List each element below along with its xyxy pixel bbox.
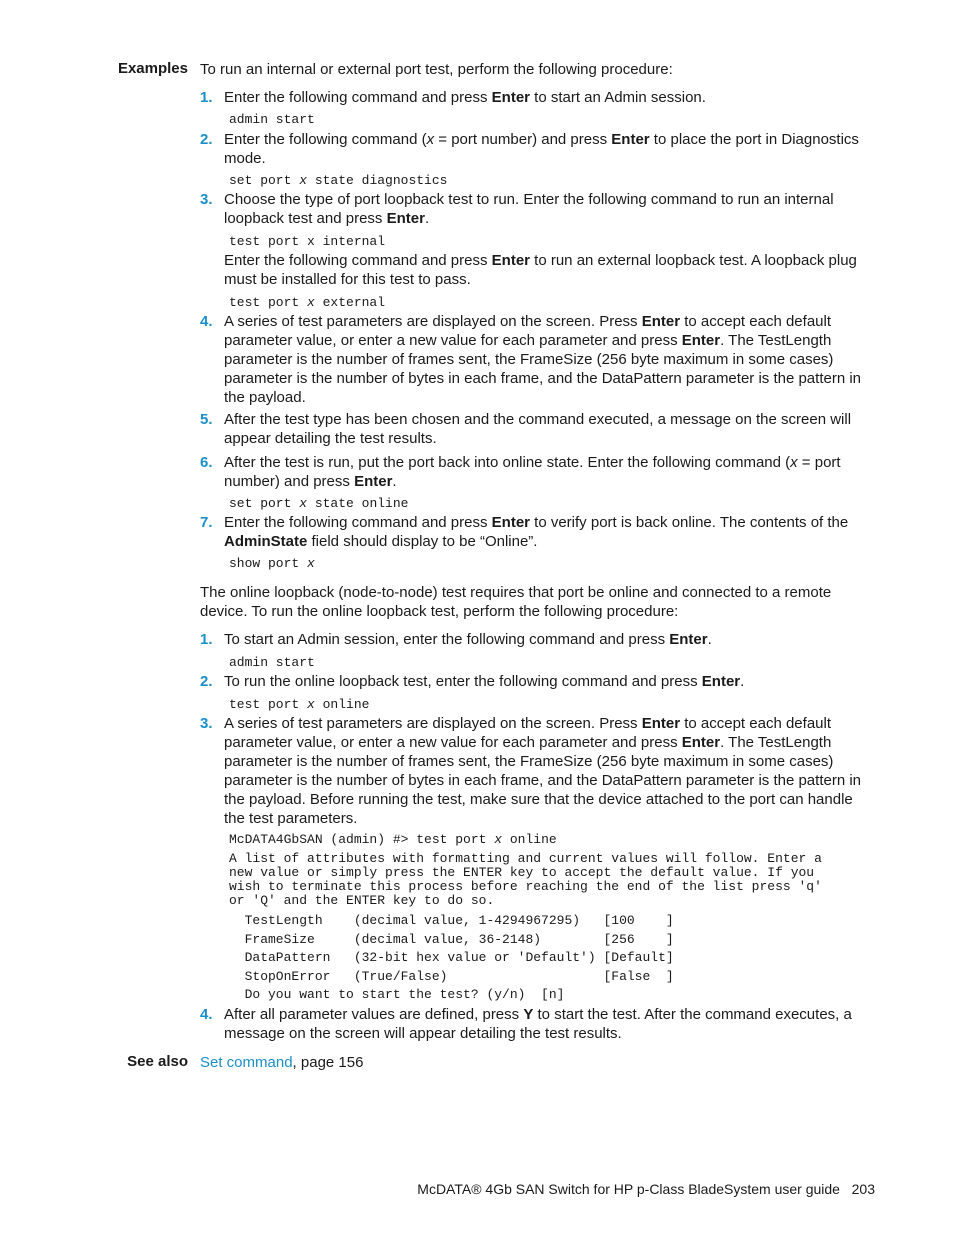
see-also-label: See also — [127, 1053, 188, 1070]
step-number: 2. — [200, 673, 213, 690]
command-prompt-line: McDATA4GbSAN (admin) #> test port x online — [229, 832, 557, 847]
step-text: To run the online loopback test, enter the following command and press Enter. — [224, 673, 745, 690]
step-number: 6. — [200, 454, 213, 471]
set-command-link[interactable]: Set command — [200, 1054, 293, 1071]
step-number: 7. — [200, 514, 213, 531]
command-output-text: A list of attributes with formatting and current values will follow. Enter a new value or simply press the ENTER key to accept the default value. If you wish to terminate this process before reaching the end of the list press 'q' or 'Q' and the ENTER key to do so. — [229, 851, 822, 908]
command-test-external: test port x external — [229, 295, 386, 310]
external-test-paragraph: Enter the following command and press Enter to run an external loopback test. A loopback plug must be installed for this test to pass. — [224, 252, 857, 288]
step-text: After all parameter values are defined, press Y to start the test. After the command executes, a message on the screen will appear detailing the test results. — [224, 1006, 852, 1042]
step-number: 4. — [200, 1006, 213, 1023]
see-also-text: Set command, page 156 — [200, 1054, 364, 1071]
step-text: Choose the type of port loopback test to run. Enter the following command to run an internal loopback test and press Enter. — [224, 191, 834, 227]
step-number: 1. — [200, 89, 213, 106]
command-test-internal: test port x internal — [229, 234, 386, 249]
command-set-diagnostics: set port x state diagnostics — [229, 173, 448, 188]
intro-paragraph: To run an internal or external port test, perform the following procedure: — [200, 61, 673, 78]
step-number: 3. — [200, 715, 213, 732]
step-text: A series of test parameters are displayed on the screen. Press Enter to accept each default parameter value, or enter a new value for each parameter and press Enter. The TestLength parameter is the number of frames sent, the FrameSize (256 byte maximum in some cases) parameter is the number of bytes in each frame, and the DataPattern parameter is the pattern in the payload. — [224, 313, 862, 406]
command-set-online: set port x state online — [229, 496, 409, 511]
command-admin-start: admin start — [229, 655, 315, 670]
command-admin-start: admin start — [229, 112, 315, 127]
examples-label: Examples — [117, 60, 188, 77]
step-text: After the test type has been chosen and the command executed, a message on the screen will appear detailing the test results. — [224, 411, 852, 447]
step-text: Enter the following command and press Enter to verify port is back online. The contents of the AdminState field should display to be “Online”. — [224, 514, 849, 550]
command-test-online: test port x online — [229, 697, 370, 712]
step-text: To start an Admin session, enter the following command and press Enter. — [224, 631, 712, 648]
step-number: 1. — [200, 631, 213, 648]
step-number: 4. — [200, 313, 213, 330]
online-loopback-intro: The online loopback (node-to-node) test requires that port be online and connected to a remote device. To run the online loopback test, perform the following procedure: — [200, 584, 832, 620]
parameter-table: TestLength (decimal value, 1-4294967295) [100 ] FrameSize (decimal value, 36-2148) [256 ] DataPattern (32-bit hex value or 'Default') [Default] StopOnError (True/False) [False ] Do you want to start the test? (y/n) [n] — [244, 913, 674, 1003]
page-footer: McDATA® 4Gb SAN Switch for HP p-Class BladeSystem user guide 203 — [417, 1181, 875, 1197]
step-text: Enter the following command (x = port number) and press Enter to place the port in Diagnostics mode. — [224, 131, 859, 167]
step-number: 3. — [200, 191, 213, 208]
step-number: 2. — [200, 131, 213, 148]
step-text: Enter the following command and press Enter to start an Admin session. — [224, 89, 706, 106]
step-text: A series of test parameters are displayed on the screen. Press Enter to accept each default parameter value, or enter a new value for each parameter and press Enter. The TestLength parameter is the number of frames sent, the FrameSize (256 byte maximum in some cases) parameter is the number of bytes in each frame, and the DataPattern parameter is the pattern in the payload. Before running the test, make sure that the device attached to the port can handle the test parameters. — [224, 715, 862, 827]
command-show-port: show port x — [229, 556, 315, 571]
step-number: 5. — [200, 411, 213, 428]
step-text: After the test is run, put the port back into online state. Enter the following command (x = port number) and press Enter. — [224, 454, 841, 490]
